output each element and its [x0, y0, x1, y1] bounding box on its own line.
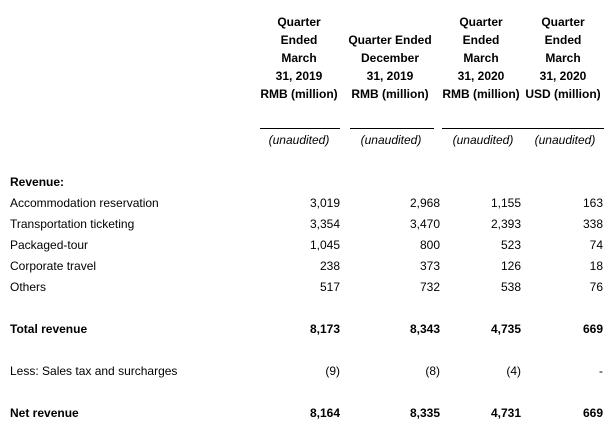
cell-value: 373	[419, 259, 440, 273]
cell-value: 338	[582, 217, 603, 231]
cell-value: -	[599, 364, 603, 378]
column-header-q4-2019	[343, 31, 437, 103]
cell-value: 76	[589, 280, 603, 294]
header-line: Quarter	[541, 15, 585, 29]
cell-value: 523	[500, 238, 521, 252]
header-line: 31, 2019	[275, 69, 323, 83]
cell-value: 732	[419, 280, 440, 294]
cell-value: (8)	[425, 364, 440, 378]
header-rule	[524, 128, 604, 129]
cell-value: 1,045	[309, 238, 340, 252]
cell-value: 8,173	[309, 322, 340, 336]
header-line: Quarter Ended	[348, 33, 432, 47]
header-line: 31, 2020	[457, 69, 505, 83]
cell-value: 163	[582, 196, 603, 210]
cell-value: 3,019	[309, 196, 340, 210]
cell-value: 2,968	[409, 196, 440, 210]
row-label: Corporate travel	[10, 259, 97, 273]
cell-value: 4,731	[490, 406, 521, 420]
header-line: March	[463, 51, 499, 65]
cell-value: 3,354	[309, 217, 340, 231]
header-unit: RMB (million)	[442, 87, 520, 101]
header-unit: RMB (million)	[351, 87, 429, 101]
unaudited-label: (unaudited)	[360, 133, 422, 147]
cell-value: 8,343	[409, 322, 440, 336]
row-label: Accommodation reservation	[10, 196, 159, 210]
cell-value: 8,335	[409, 406, 440, 420]
column-header-q1-2019	[258, 13, 340, 103]
cell-value: 74	[589, 238, 603, 252]
row-label: Net revenue	[10, 406, 79, 420]
header-rule	[350, 128, 434, 129]
unaudited-label: (unaudited)	[452, 133, 514, 147]
header-rule	[260, 128, 340, 129]
header-unit: USD (million)	[525, 87, 601, 101]
cell-value: 538	[500, 280, 521, 294]
column-header-q1-2020-rmb	[440, 13, 522, 103]
cell-value: 669	[582, 322, 603, 336]
header-line: Quarter	[459, 15, 503, 29]
cell-value: 1,155	[490, 196, 521, 210]
row-label: Others	[10, 280, 47, 294]
cell-value: 4,735	[490, 322, 521, 336]
header-line: March	[281, 51, 317, 65]
row-label: Less: Sales tax and surcharges	[10, 364, 178, 378]
cell-value: 3,470	[409, 217, 440, 231]
cell-value: 2,393	[490, 217, 521, 231]
cell-value: (4)	[506, 364, 521, 378]
header-line: Quarter	[277, 15, 321, 29]
header-line: December	[360, 51, 420, 65]
cell-value: 800	[419, 238, 440, 252]
header-line: Ended	[544, 33, 582, 47]
header-line: 31, 2019	[366, 69, 414, 83]
unaudited-label: (unaudited)	[534, 133, 596, 147]
header-line: 31, 2020	[539, 69, 587, 83]
header-line: Ended	[462, 33, 500, 47]
cell-value: 669	[582, 406, 603, 420]
cell-value: 517	[319, 280, 340, 294]
cell-value: (9)	[325, 364, 340, 378]
cell-value: 126	[500, 259, 521, 273]
revenue-heading: Revenue:	[10, 175, 65, 189]
row-label: Transportation ticketing	[10, 217, 135, 231]
header-unit: RMB (million)	[260, 87, 338, 101]
unaudited-label: (unaudited)	[268, 133, 330, 147]
header-line: March	[545, 51, 581, 65]
row-label: Total revenue	[10, 322, 88, 336]
row-label: Packaged-tour	[10, 238, 89, 252]
header-rule	[442, 128, 524, 129]
cell-value: 18	[589, 259, 603, 273]
cell-value: 238	[319, 259, 340, 273]
cell-value: 8,164	[309, 406, 340, 420]
header-line: Ended	[280, 33, 318, 47]
column-header-q1-2020-usd	[522, 13, 604, 103]
